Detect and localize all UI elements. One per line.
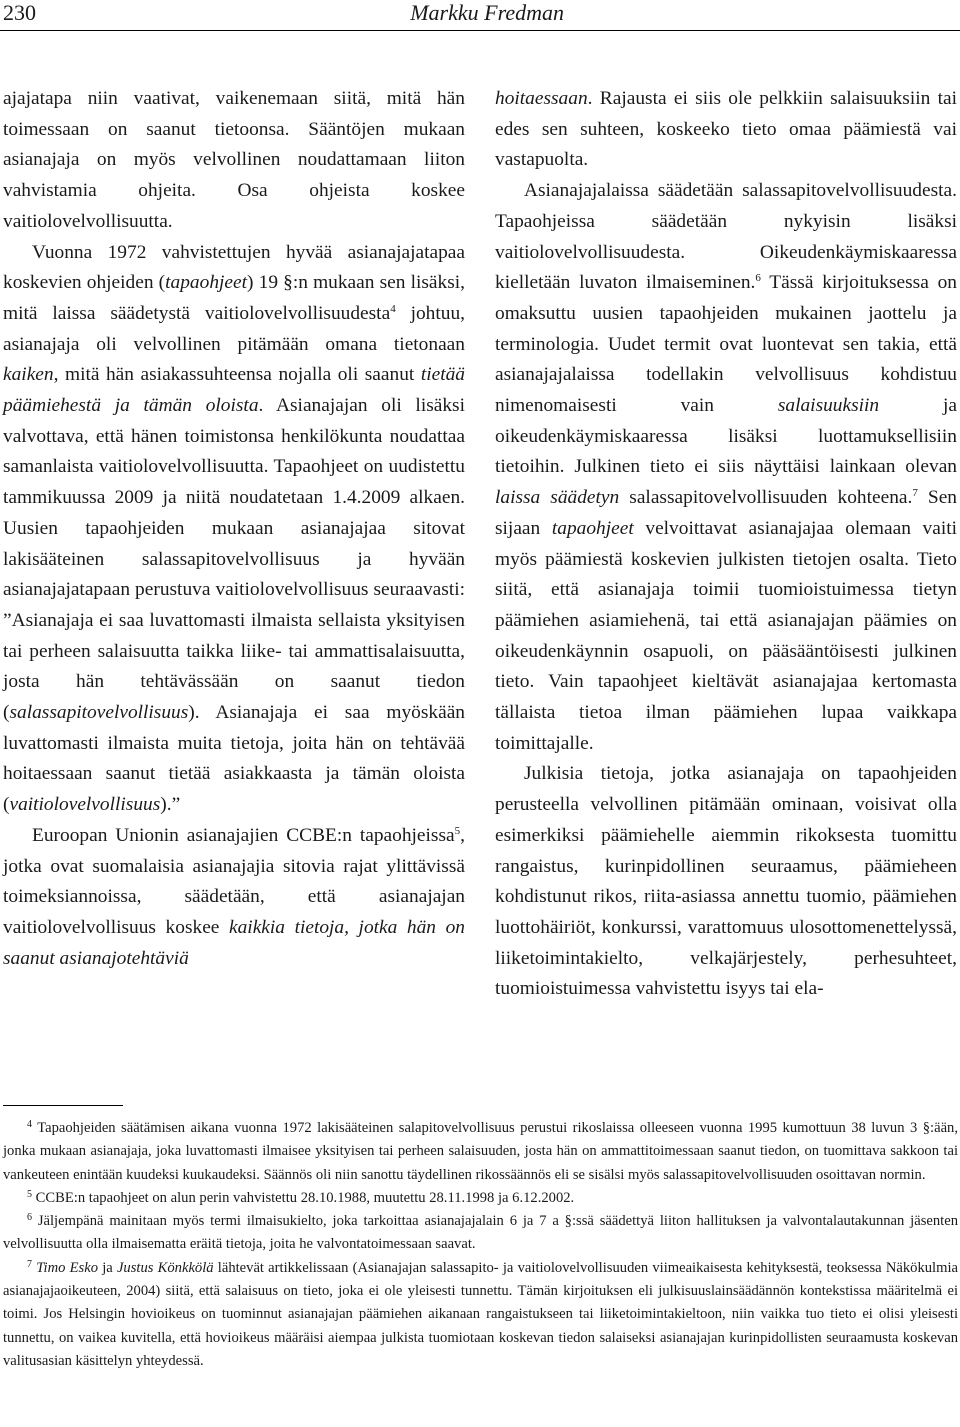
footnote-ref-7[interactable]: 7 [912,487,918,500]
footnotes [3,1117,958,1373]
page-number: 230 [3,0,36,25]
footnote-ref-6[interactable]: 6 [755,272,761,285]
right-paragraph-1: hoitaessaan. Rajausta ei siis ole pelkkiin salaisuuksiin tai edes sen suhteen, koskeeko tieto omaa päämiestä vai vastapuolta. [495,88,957,171]
left-paragraph-2: Vuonna 1972 vahvistettujen hyvää asianajajatapaa koskevien ohjeiden (tapaohjeet) 19 §:n mukaan sen lisäksi, mitä laissa säädetystä vaitiolovelvollisuudesta$^4$ johtuu, asianajaja oli velvollinen pitämään omana tietonaan kaiken, mitä hän asiakassuhteensa nojalla oli saanut tietää päämiehestä ja tämän oloista. Asianajajan oli lisäksi valvottava, että hänen toimistonsa henkilökunta noudattaa samanlaista vaitiolovelvollisuutta. Tapaohjeet on uudistettu tammikuussa 2009 ja niitä noudatetaan 1.4.2009 alkaen. Uusien tapaohjeiden mukaan asianajajaa sitovat lakisääteinen salassapitovelvollisuus ja hyvään asianajajatapaan perustuva vaitiolovelvollisuus seuraavasti: ”Asianajaja ei saa luvattomasti ilmaista sellaista yksityisen tai perheen salaisuutta taikka liike- tai ammattisalaisuutta, josta hän tehtävässään on saanut tiedon (salassapitovelvollisuus). Asianajaja ei saa myöskään luvattomasti ilmaista muita tietoja, joita hän on tehtävää hoitaessaan saanut tietää asiakkaasta ja tämän oloista (vaitiolovelvollisuus).” [3,241,466,816]
footnote-rule [3,1105,123,1106]
right-column [495,84,957,1005]
left-paragraph-1: ajajatapa niin vaativat, vaikenemaan siitä, mitä hän toimessaan on saanut tietoonsa. Sääntöjen mukaan asianajaja on myös velvollinen noudattamaan liiton vahvistamia ohjeita. Osa ohjeista koskee vaitiolovelvollisuutta. [3,88,465,232]
right-paragraph-2: Asianajajalaissa säädetään salassapitovelvollisuudesta. Tapaohjeissa säädetään nykyisin lisäksi vaitiolovelvollisuudesta. Oikeudenkäymiskaaressa kielletään luvaton ilmaiseminen.$^6$ Tässä kirjoituksessa on omaksuttu uusien tapaohjeiden mukainen jaottelu ja terminologia. Uudet termit ovat luontevat sen takia, että asianajajalaissa todellakin velvollisuus kohdistuu nimenomaisesti vain salaisuuksiin ja oikeudenkäymiskaaressa lisäksi luottamuksellisiin tietoihin. Julkinen tieto ei siis näyttäisi lainkaan olevan laissa säädetyn salassapitovelvollisuuden kohteena.$^7$ Sen sijaan tapaohjeet velvoittavat asianajajaa olemaan vaiti myös päämiestä koskevien julkisten tietojen osalta. Tieto siitä, että asianajaja toimii tuomioistuimessa tietyn päämiehen asiamiehenä, tai että asianajajan päämies on oikeudenkäynnin osapuoli, on pääsääntöisesti julkinen tieto. Vain tapaohjeet kieltävät asianajajaa kertomasta tällaista tietoa ilman päämiehen lupaa vaikkapa toimittajalle. [495,180,958,754]
left-column [3,84,465,974]
page-header [0,0,960,30]
footnote-4: $^4$ Tapaohjeiden säätämisen aikana vuonna 1972 lakisääteinen salapitovelvollisuus perustui rikoslaissa olleeseen vuonna 1995 kumottuun 38 luvun 3 §:ään, jonka mukaan asianajaja, joka luvattomasti ilmaisee yksityisen tai perheen salaisuuden, josta hän on ammattitoimessaan saanut tiedon, on tuomittava sakkoon tai vankeuteen enintään kuudeksi kuukaudeksi. Säännös oli niin sanottu täydellinen rikossäännös eli se sisälsi myös salassapitovelvollisuuden osoittavan normin. [3,1119,958,1183]
footnote-ref-4[interactable]: 4 [390,302,396,315]
footnote-5: $^5$ CCBE:n tapaohjeet on alun perin vahvistettu 28.10.1988, muutettu 28.11.1998 ja 6.12.2002. [27,1188,575,1206]
header-rule [0,30,960,31]
footnote-7: $^7$ Timo Esko ja Justus Könkkölä lähtevät artikkelissaan (Asianajajan salassapito- ja vaitiolovelvollisuuden viimeaikaisesta kehityksestä, teoksessa Näkökulmia asianajajaoikeuteen, 2004) siitä, että salaisuus on tieto, joka ei ole yleisesti tunnettu. Tämän kirjoituksen eli julkisuuslainsäädännön kontekstissa määritelmä ei toimi. Jos Helsingin hovioikeus on tuominnut asianajajan päämiehen aikanaan rangaistukseen tai liiketoimintakieltoon, niin vaikka tuo tieto ei olisi yleisesti tunnettu, on vaikea kuvitella, että hovioikeus määräisi aiempaa julkista tuomiotaan koskevan tiedon salaiseksi asianajajan kurinpidollisten seuraamusta koskevan valitusasian käsittelyn yhteydessä. [3,1258,958,1369]
right-paragraph-3: Julkisia tietoja, jotka asianajaja on tapaohjeiden perusteella velvollinen pitämään ominaan, voisivat olla esimerkiksi päämiehelle aiemmin rikoksesta tuomittu rangaistus, kurinpidollinen seuraamus, päämieheen kohdistunut rikos, riita-asiassa annettu tuomio, päämiehen luottohäiriöt, konkurssi, varattomuus ulosottomenettelyssä, liiketoimintakielto, velkajärjestely, perhesuhteet, tuomioistuimessa vahvistettu isyys tai ela- [495,763,957,1000]
left-paragraph-3: Euroopan Unionin asianajajien CCBE:n tapaohjeissa$^5$, jotka ovat suomalaisia asianajajia sitovia rajat ylittävissä toimeksiannoissa, säädetään, että asianajajan vaitiolovelvollisuus koskee kaikkia tietoja, jotka hän on saanut asianajotehtäviä [3,824,465,969]
running-head-author: Markku Fredman [410,0,564,25]
footnote-ref-5[interactable]: 5 [454,824,461,837]
footnote-6: $^6$ Jäljempänä mainitaan myös termi ilmaisukielto, joka tarkoittaa asianajajalain 6 ja 7 a §:ssä säädettyä liiton hallituksen ja valvontalautakunnan jäsenten velvollisuutta olla ilmaisematta eräitä tietoja, joita he valvontatoimessaan saavat. [3,1212,958,1253]
